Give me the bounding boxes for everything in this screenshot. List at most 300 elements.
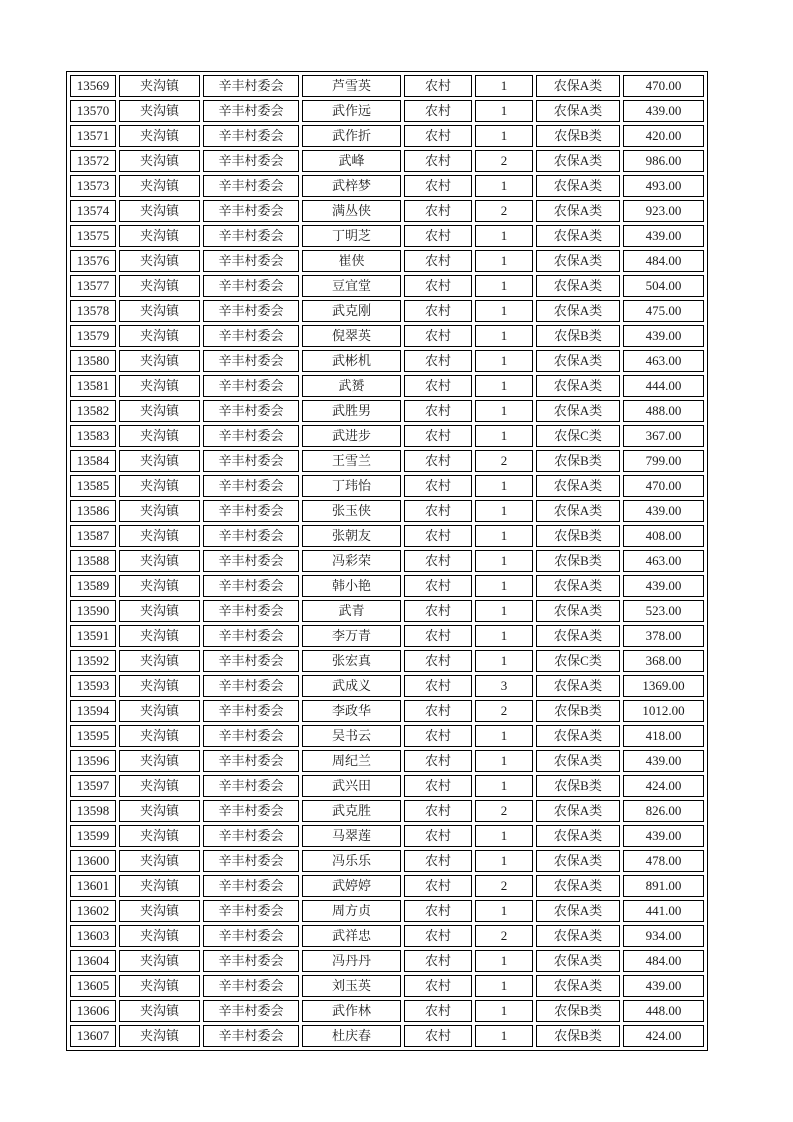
cell-id: 13603 [70, 925, 116, 947]
cell-count: 1 [475, 325, 533, 347]
cell-type: 农村 [404, 675, 472, 697]
table-row [70, 300, 704, 322]
table-body [70, 75, 704, 1047]
table-row [70, 375, 704, 397]
cell-town: 夹沟镇 [119, 675, 200, 697]
cell-type: 农村 [404, 250, 472, 272]
cell-town: 夹沟镇 [119, 375, 200, 397]
table-row [70, 1025, 704, 1047]
cell-town: 夹沟镇 [119, 950, 200, 972]
cell-name: 李万青 [302, 625, 401, 647]
cell-type: 农村 [404, 375, 472, 397]
cell-village: 辛丰村委会 [203, 775, 299, 797]
cell-id: 13607 [70, 1025, 116, 1047]
table-row [70, 900, 704, 922]
cell-category: 农保A类 [536, 600, 620, 622]
cell-town: 夹沟镇 [119, 1025, 200, 1047]
cell-count: 1 [475, 825, 533, 847]
table-row [70, 925, 704, 947]
cell-name: 武彬机 [302, 350, 401, 372]
cell-amount: 986.00 [623, 150, 704, 172]
cell-id: 13570 [70, 100, 116, 122]
cell-name: 武作折 [302, 125, 401, 147]
cell-id: 13587 [70, 525, 116, 547]
table-row [70, 425, 704, 447]
cell-type: 农村 [404, 100, 472, 122]
cell-count: 1 [475, 100, 533, 122]
cell-village: 辛丰村委会 [203, 1025, 299, 1047]
cell-town: 夹沟镇 [119, 975, 200, 997]
cell-type: 农村 [404, 450, 472, 472]
cell-count: 1 [475, 600, 533, 622]
cell-name: 吴书云 [302, 725, 401, 747]
cell-village: 辛丰村委会 [203, 75, 299, 97]
cell-name: 武婷婷 [302, 875, 401, 897]
cell-amount: 475.00 [623, 300, 704, 322]
cell-name: 张玉侠 [302, 500, 401, 522]
cell-id: 13571 [70, 125, 116, 147]
cell-count: 1 [475, 775, 533, 797]
cell-name: 武兴田 [302, 775, 401, 797]
cell-type: 农村 [404, 575, 472, 597]
cell-amount: 470.00 [623, 475, 704, 497]
cell-type: 农村 [404, 700, 472, 722]
cell-amount: 367.00 [623, 425, 704, 447]
cell-town: 夹沟镇 [119, 800, 200, 822]
cell-town: 夹沟镇 [119, 750, 200, 772]
cell-village: 辛丰村委会 [203, 650, 299, 672]
cell-amount: 424.00 [623, 1025, 704, 1047]
cell-id: 13576 [70, 250, 116, 272]
cell-category: 农保C类 [536, 425, 620, 447]
cell-category: 农保C类 [536, 650, 620, 672]
cell-town: 夹沟镇 [119, 600, 200, 622]
cell-count: 1 [475, 900, 533, 922]
cell-count: 1 [475, 350, 533, 372]
cell-category: 农保A类 [536, 750, 620, 772]
cell-amount: 826.00 [623, 800, 704, 822]
cell-type: 农村 [404, 350, 472, 372]
cell-village: 辛丰村委会 [203, 725, 299, 747]
cell-category: 农保B类 [536, 1000, 620, 1022]
cell-amount: 523.00 [623, 600, 704, 622]
cell-count: 1 [475, 375, 533, 397]
cell-type: 农村 [404, 650, 472, 672]
cell-amount: 470.00 [623, 75, 704, 97]
cell-id: 13605 [70, 975, 116, 997]
table-row [70, 1000, 704, 1022]
cell-category: 农保B类 [536, 550, 620, 572]
cell-village: 辛丰村委会 [203, 225, 299, 247]
cell-amount: 493.00 [623, 175, 704, 197]
cell-type: 农村 [404, 125, 472, 147]
cell-town: 夹沟镇 [119, 575, 200, 597]
cell-amount: 923.00 [623, 200, 704, 222]
cell-amount: 1012.00 [623, 700, 704, 722]
cell-count: 1 [475, 750, 533, 772]
cell-id: 13579 [70, 325, 116, 347]
cell-amount: 439.00 [623, 100, 704, 122]
cell-id: 13582 [70, 400, 116, 422]
cell-type: 农村 [404, 925, 472, 947]
table-row [70, 200, 704, 222]
cell-village: 辛丰村委会 [203, 550, 299, 572]
cell-town: 夹沟镇 [119, 925, 200, 947]
cell-name: 武胜男 [302, 400, 401, 422]
cell-id: 13586 [70, 500, 116, 522]
cell-count: 1 [475, 575, 533, 597]
cell-town: 夹沟镇 [119, 125, 200, 147]
cell-category: 农保A类 [536, 500, 620, 522]
cell-village: 辛丰村委会 [203, 400, 299, 422]
table-row [70, 450, 704, 472]
cell-count: 2 [475, 800, 533, 822]
cell-town: 夹沟镇 [119, 450, 200, 472]
cell-type: 农村 [404, 500, 472, 522]
cell-count: 2 [475, 700, 533, 722]
cell-town: 夹沟镇 [119, 175, 200, 197]
cell-name: 豆宜堂 [302, 275, 401, 297]
cell-town: 夹沟镇 [119, 1000, 200, 1022]
cell-name: 丁明芝 [302, 225, 401, 247]
cell-type: 农村 [404, 800, 472, 822]
cell-count: 1 [475, 500, 533, 522]
cell-id: 13584 [70, 450, 116, 472]
cell-name: 崔侠 [302, 250, 401, 272]
cell-amount: 441.00 [623, 900, 704, 922]
cell-type: 农村 [404, 825, 472, 847]
cell-count: 1 [475, 625, 533, 647]
cell-id: 13572 [70, 150, 116, 172]
cell-count: 1 [475, 250, 533, 272]
cell-category: 农保A类 [536, 175, 620, 197]
cell-category: 农保B类 [536, 775, 620, 797]
cell-type: 农村 [404, 425, 472, 447]
cell-village: 辛丰村委会 [203, 350, 299, 372]
cell-id: 13601 [70, 875, 116, 897]
cell-amount: 418.00 [623, 725, 704, 747]
cell-village: 辛丰村委会 [203, 200, 299, 222]
cell-count: 1 [475, 300, 533, 322]
cell-category: 农保A类 [536, 75, 620, 97]
cell-id: 13578 [70, 300, 116, 322]
cell-id: 13585 [70, 475, 116, 497]
table-row [70, 225, 704, 247]
cell-village: 辛丰村委会 [203, 475, 299, 497]
cell-type: 农村 [404, 975, 472, 997]
cell-town: 夹沟镇 [119, 725, 200, 747]
cell-amount: 934.00 [623, 925, 704, 947]
cell-amount: 891.00 [623, 875, 704, 897]
table-row [70, 875, 704, 897]
table-row [70, 650, 704, 672]
cell-id: 13606 [70, 1000, 116, 1022]
cell-count: 1 [475, 75, 533, 97]
cell-id: 13604 [70, 950, 116, 972]
cell-id: 13600 [70, 850, 116, 872]
cell-town: 夹沟镇 [119, 225, 200, 247]
cell-name: 张宏真 [302, 650, 401, 672]
cell-type: 农村 [404, 200, 472, 222]
cell-amount: 368.00 [623, 650, 704, 672]
cell-id: 13590 [70, 600, 116, 622]
cell-village: 辛丰村委会 [203, 975, 299, 997]
table-row [70, 825, 704, 847]
table-row [70, 100, 704, 122]
cell-town: 夹沟镇 [119, 550, 200, 572]
cell-name: 武克刚 [302, 300, 401, 322]
cell-id: 13593 [70, 675, 116, 697]
cell-town: 夹沟镇 [119, 775, 200, 797]
cell-village: 辛丰村委会 [203, 500, 299, 522]
cell-count: 1 [475, 225, 533, 247]
cell-category: 农保A类 [536, 400, 620, 422]
cell-id: 13598 [70, 800, 116, 822]
cell-town: 夹沟镇 [119, 500, 200, 522]
cell-type: 农村 [404, 1025, 472, 1047]
cell-category: 农保A类 [536, 925, 620, 947]
cell-name: 李政华 [302, 700, 401, 722]
cell-count: 1 [475, 400, 533, 422]
cell-amount: 439.00 [623, 750, 704, 772]
cell-category: 农保B类 [536, 125, 620, 147]
cell-amount: 424.00 [623, 775, 704, 797]
cell-village: 辛丰村委会 [203, 1000, 299, 1022]
cell-id: 13592 [70, 650, 116, 672]
cell-count: 2 [475, 875, 533, 897]
cell-count: 1 [475, 175, 533, 197]
cell-name: 武作林 [302, 1000, 401, 1022]
cell-town: 夹沟镇 [119, 200, 200, 222]
cell-village: 辛丰村委会 [203, 100, 299, 122]
cell-village: 辛丰村委会 [203, 450, 299, 472]
cell-id: 13569 [70, 75, 116, 97]
cell-village: 辛丰村委会 [203, 600, 299, 622]
cell-category: 农保A类 [536, 950, 620, 972]
cell-name: 倪翠英 [302, 325, 401, 347]
cell-count: 1 [475, 950, 533, 972]
cell-village: 辛丰村委会 [203, 875, 299, 897]
cell-village: 辛丰村委会 [203, 850, 299, 872]
cell-type: 农村 [404, 850, 472, 872]
cell-amount: 504.00 [623, 275, 704, 297]
cell-name: 马翠莲 [302, 825, 401, 847]
cell-category: 农保B类 [536, 525, 620, 547]
cell-name: 冯丹丹 [302, 950, 401, 972]
cell-village: 辛丰村委会 [203, 750, 299, 772]
cell-type: 农村 [404, 875, 472, 897]
cell-type: 农村 [404, 525, 472, 547]
cell-count: 1 [475, 125, 533, 147]
cell-amount: 478.00 [623, 850, 704, 872]
cell-count: 1 [475, 1000, 533, 1022]
cell-village: 辛丰村委会 [203, 250, 299, 272]
cell-category: 农保A类 [536, 625, 620, 647]
cell-town: 夹沟镇 [119, 900, 200, 922]
cell-name: 周纪兰 [302, 750, 401, 772]
cell-id: 13574 [70, 200, 116, 222]
cell-id: 13595 [70, 725, 116, 747]
cell-name: 冯乐乐 [302, 850, 401, 872]
cell-type: 农村 [404, 950, 472, 972]
cell-amount: 378.00 [623, 625, 704, 647]
cell-type: 农村 [404, 175, 472, 197]
insurance-roster-table [66, 71, 708, 1051]
cell-village: 辛丰村委会 [203, 375, 299, 397]
table-row [70, 625, 704, 647]
table-row [70, 400, 704, 422]
table-row [70, 125, 704, 147]
cell-amount: 463.00 [623, 550, 704, 572]
table-row [70, 775, 704, 797]
cell-name: 丁玮怡 [302, 475, 401, 497]
table-row [70, 700, 704, 722]
cell-village: 辛丰村委会 [203, 150, 299, 172]
cell-amount: 1369.00 [623, 675, 704, 697]
cell-category: 农保A类 [536, 100, 620, 122]
cell-name: 冯彩荣 [302, 550, 401, 572]
cell-village: 辛丰村委会 [203, 950, 299, 972]
cell-count: 1 [475, 850, 533, 872]
cell-village: 辛丰村委会 [203, 825, 299, 847]
cell-type: 农村 [404, 275, 472, 297]
cell-amount: 439.00 [623, 575, 704, 597]
cell-id: 13588 [70, 550, 116, 572]
cell-id: 13594 [70, 700, 116, 722]
cell-village: 辛丰村委会 [203, 675, 299, 697]
cell-name: 满丛侠 [302, 200, 401, 222]
table-row [70, 975, 704, 997]
cell-category: 农保A类 [536, 575, 620, 597]
cell-village: 辛丰村委会 [203, 700, 299, 722]
cell-category: 农保A类 [536, 300, 620, 322]
cell-town: 夹沟镇 [119, 250, 200, 272]
cell-type: 农村 [404, 775, 472, 797]
cell-village: 辛丰村委会 [203, 900, 299, 922]
cell-village: 辛丰村委会 [203, 275, 299, 297]
cell-name: 王雪兰 [302, 450, 401, 472]
cell-village: 辛丰村委会 [203, 575, 299, 597]
cell-village: 辛丰村委会 [203, 525, 299, 547]
cell-village: 辛丰村委会 [203, 800, 299, 822]
cell-name: 杜庆春 [302, 1025, 401, 1047]
cell-town: 夹沟镇 [119, 875, 200, 897]
cell-town: 夹沟镇 [119, 650, 200, 672]
cell-category: 农保A类 [536, 200, 620, 222]
cell-count: 1 [475, 275, 533, 297]
cell-village: 辛丰村委会 [203, 175, 299, 197]
cell-amount: 439.00 [623, 825, 704, 847]
table-row [70, 850, 704, 872]
cell-id: 13580 [70, 350, 116, 372]
cell-count: 2 [475, 150, 533, 172]
cell-town: 夹沟镇 [119, 275, 200, 297]
cell-id: 13575 [70, 225, 116, 247]
cell-name: 芦雪英 [302, 75, 401, 97]
cell-id: 13602 [70, 900, 116, 922]
cell-amount: 444.00 [623, 375, 704, 397]
cell-count: 1 [475, 725, 533, 747]
cell-id: 13583 [70, 425, 116, 447]
cell-count: 2 [475, 925, 533, 947]
cell-id: 13573 [70, 175, 116, 197]
table-row [70, 500, 704, 522]
cell-name: 武作远 [302, 100, 401, 122]
cell-type: 农村 [404, 550, 472, 572]
cell-type: 农村 [404, 150, 472, 172]
cell-amount: 439.00 [623, 975, 704, 997]
cell-type: 农村 [404, 225, 472, 247]
cell-amount: 484.00 [623, 950, 704, 972]
cell-name: 武进步 [302, 425, 401, 447]
cell-amount: 439.00 [623, 500, 704, 522]
cell-amount: 799.00 [623, 450, 704, 472]
cell-village: 辛丰村委会 [203, 925, 299, 947]
cell-name: 刘玉英 [302, 975, 401, 997]
cell-count: 1 [475, 475, 533, 497]
cell-type: 农村 [404, 900, 472, 922]
cell-category: 农保A类 [536, 225, 620, 247]
cell-type: 农村 [404, 300, 472, 322]
cell-name: 武青 [302, 600, 401, 622]
table-row [70, 800, 704, 822]
table-row [70, 350, 704, 372]
cell-type: 农村 [404, 725, 472, 747]
cell-amount: 408.00 [623, 525, 704, 547]
cell-village: 辛丰村委会 [203, 425, 299, 447]
cell-category: 农保A类 [536, 475, 620, 497]
cell-amount: 484.00 [623, 250, 704, 272]
cell-category: 农保A类 [536, 975, 620, 997]
cell-type: 农村 [404, 625, 472, 647]
cell-id: 13589 [70, 575, 116, 597]
cell-category: 农保A类 [536, 150, 620, 172]
cell-category: 农保A类 [536, 275, 620, 297]
cell-town: 夹沟镇 [119, 100, 200, 122]
cell-category: 农保A类 [536, 675, 620, 697]
cell-village: 辛丰村委会 [203, 625, 299, 647]
cell-category: 农保B类 [536, 700, 620, 722]
cell-name: 武祥忠 [302, 925, 401, 947]
cell-type: 农村 [404, 600, 472, 622]
cell-amount: 420.00 [623, 125, 704, 147]
table-row [70, 325, 704, 347]
cell-name: 武成义 [302, 675, 401, 697]
cell-category: 农保A类 [536, 875, 620, 897]
table-row [70, 150, 704, 172]
cell-type: 农村 [404, 75, 472, 97]
cell-name: 张朝友 [302, 525, 401, 547]
table-row [70, 750, 704, 772]
table-row [70, 675, 704, 697]
cell-category: 农保B类 [536, 325, 620, 347]
cell-id: 13597 [70, 775, 116, 797]
cell-count: 1 [475, 650, 533, 672]
cell-count: 3 [475, 675, 533, 697]
cell-category: 农保A类 [536, 725, 620, 747]
cell-category: 农保A类 [536, 900, 620, 922]
cell-name: 武赟 [302, 375, 401, 397]
cell-town: 夹沟镇 [119, 700, 200, 722]
cell-name: 周方贞 [302, 900, 401, 922]
cell-category: 农保A类 [536, 850, 620, 872]
cell-village: 辛丰村委会 [203, 325, 299, 347]
cell-amount: 463.00 [623, 350, 704, 372]
cell-amount: 488.00 [623, 400, 704, 422]
cell-amount: 439.00 [623, 325, 704, 347]
table-row [70, 725, 704, 747]
cell-town: 夹沟镇 [119, 75, 200, 97]
